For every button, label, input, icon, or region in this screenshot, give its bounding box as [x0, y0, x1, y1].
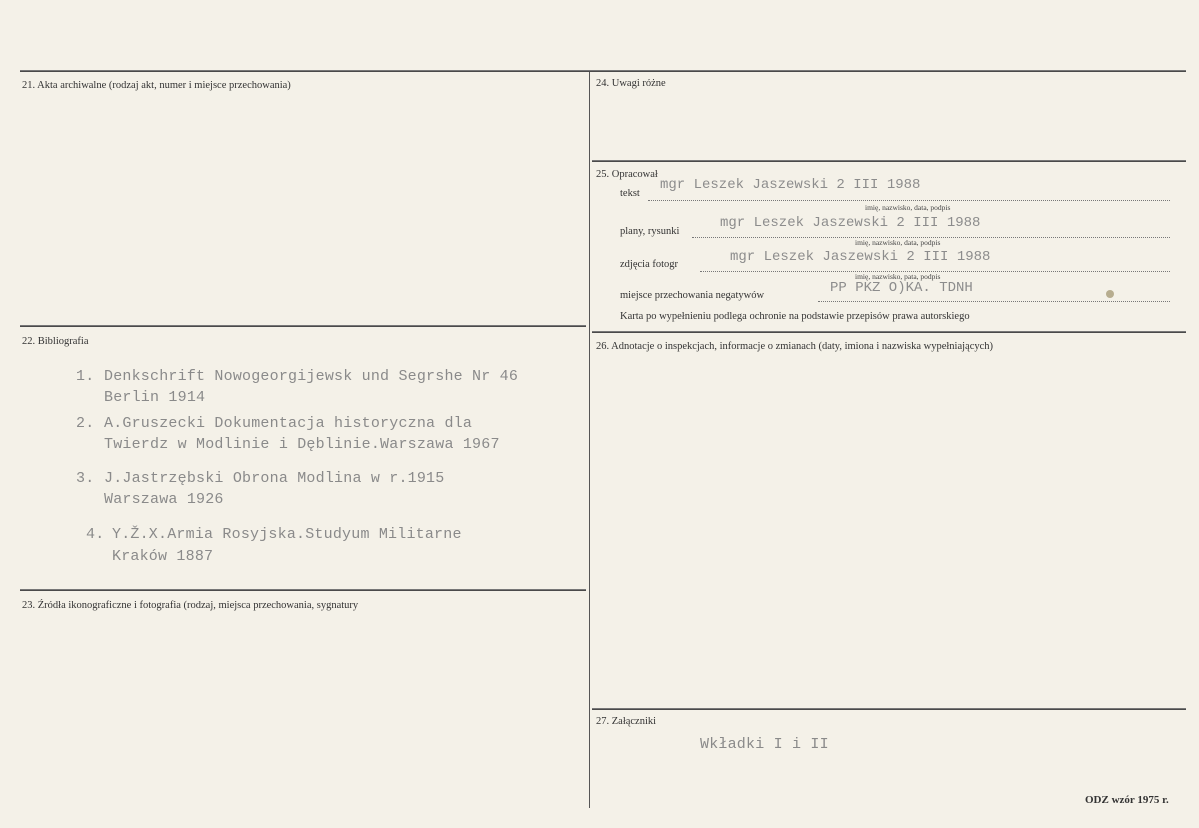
tekst-value: mgr Leszek Jaszewski 2 III 1988 — [660, 177, 921, 193]
zdjecia-caption: imię, nazwisko, pata, podpis — [855, 272, 941, 281]
tekst-caption: imię, nazwisko, data, podpis — [865, 203, 951, 212]
miejsce-dotline — [818, 301, 1170, 302]
section-25-label: 25. Opracował — [596, 169, 658, 180]
zdjecia-value: mgr Leszek Jaszewski 2 III 1988 — [730, 249, 991, 265]
section-24-label: 24. Uwagi różne — [596, 78, 666, 89]
plany-label: plany, rysunki — [620, 226, 680, 237]
tekst-label: tekst — [620, 188, 640, 199]
bib-entry-4-line2: Kraków 1887 — [112, 548, 214, 565]
copyright-note: Karta po wypełnieniu podlega ochronie na podstawie przepisów prawa autorskiego — [620, 311, 970, 322]
plany-caption: imię, nazwisko, data, podpis — [855, 238, 941, 247]
section-22-label: 22. Bibliografia — [22, 336, 89, 347]
miejsce-label: miejsce przechowania negatywów — [620, 290, 765, 301]
section-27-label: 27. Załączniki — [596, 716, 657, 727]
rule-26 — [592, 331, 1186, 333]
column-divider — [589, 72, 590, 808]
bib-entry-2-num: 2. — [76, 415, 95, 432]
ink-spot — [1106, 290, 1114, 298]
rule-25 — [592, 160, 1186, 162]
rule-27 — [592, 708, 1186, 710]
section-21-label: 21. Akta archiwalne (rodzaj akt, numer i miejsce przechowania) — [22, 80, 291, 91]
tekst-dotline — [648, 200, 1170, 201]
rule-23 — [20, 589, 586, 591]
rule-22 — [20, 325, 586, 327]
section-23-label: 23. Źródła ikonograficzne i fotografia (rodzaj, miejsca przechowania, sygnatury — [22, 600, 359, 611]
bib-entry-3-line2: Warszawa 1926 — [104, 491, 224, 508]
bib-entry-3-num: 3. — [76, 470, 95, 487]
top-rule — [20, 70, 1186, 72]
bib-entry-1-line2: Berlin 1914 — [104, 389, 206, 406]
bib-entry-4-line1: Y.Ž.X.Armia Rosyjska.Studyum Militarne — [112, 526, 462, 543]
bib-entry-1-num: 1. — [76, 368, 95, 385]
bib-entry-1-line1: Denkschrift Nowogeorgijewsk und Segrshe Nr 46 — [104, 368, 519, 385]
bib-entry-4-num: 4. — [86, 526, 105, 543]
bib-entry-3-line1: J.Jastrzębski Obrona Modlina w r.1915 — [104, 470, 445, 487]
section-26-label: 26. Adnotacje o inspekcjach, informacje o zmianach (daty, imiona i nazwiska wypełniających) — [596, 341, 994, 352]
form-id: ODZ wzór 1975 r. — [1085, 794, 1169, 806]
bib-entry-2-line2: Twierdz w Modlinie i Dęblinie.Warszawa 1967 — [104, 436, 500, 453]
zalaczniki-value: Wkładki I i II — [700, 736, 829, 753]
zdjecia-label: zdjęcia fotogr — [620, 259, 679, 270]
miejsce-value: PP PKZ O)KA. TDNH — [830, 280, 973, 296]
plany-value: mgr Leszek Jaszewski 2 III 1988 — [720, 215, 981, 231]
bib-entry-2-line1: A.Gruszecki Dokumentacja historyczna dla — [104, 415, 473, 432]
